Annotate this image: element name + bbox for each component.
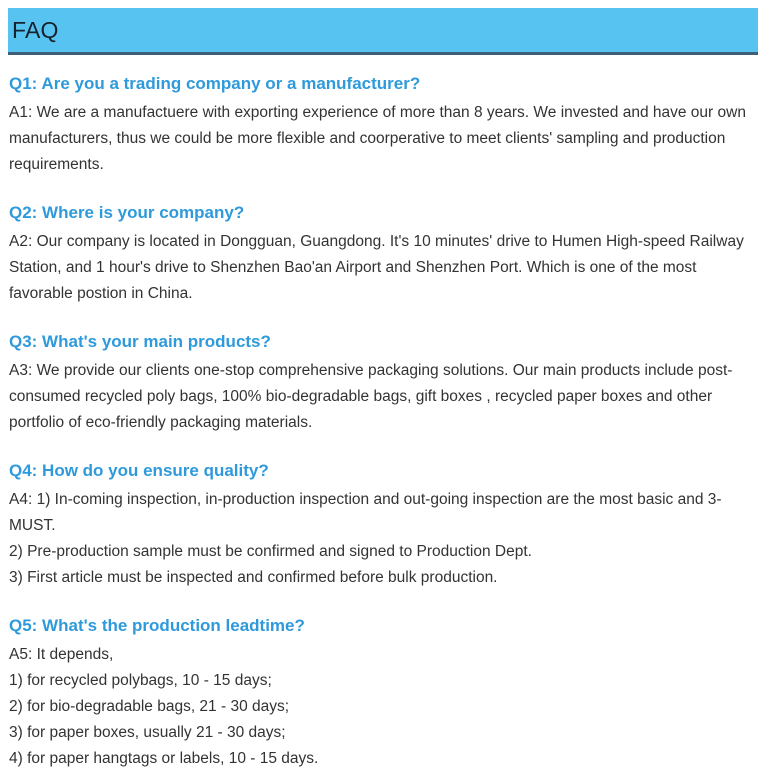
section-title: FAQ [12,17,59,43]
faq-item [8,461,758,591]
faq-answer-line: A5: It depends, [9,646,114,663]
faq-answer [9,487,758,591]
faq-question: Q1: Are you a trading company or a manufacturer? [9,74,421,93]
faq-answer-line: A3: We provide our clients one-stop comprehensive packaging solutions. Our main products include post-consumed recycled poly bags, 100% bio-degradable bags, gift boxes , recycled paper boxes and other portfolio of eco-friendly packaging materials. [9,362,733,431]
faq-answer-line: 3) First article must be inspected and confirmed before bulk production. [9,569,498,586]
faq-answer-line: A4: 1) In-coming inspection, in-production inspection and out-going inspection are the most basic and 3-MUST. [9,491,722,534]
faq-item [8,616,758,772]
section-header [8,8,758,55]
faq-answer-line: A1: We are a manufactuere with exporting experience of more than 8 years. We invested and have our own manufacturers, thus we could be more flexible and coorperative to meet clients' sampling and production requirements. [9,104,746,173]
faq-answer [9,229,758,307]
faq-question: Q3: What's your main products? [9,332,271,351]
faq-answer-line: 2) Pre-production sample must be confirmed and signed to Production Dept. [9,543,532,560]
faq-answer [9,358,758,436]
faq-question: Q2: Where is your company? [9,203,245,222]
faq-answer-line: 3) for paper boxes, usually 21 - 30 days; [9,724,286,741]
faq-question: Q5: What's the production leadtime? [9,616,305,635]
faq-answer [9,100,758,178]
faq-answer-line: 4) for paper hangtags or labels, 10 - 15 days. [9,750,319,767]
faq-item [8,203,758,307]
faq-question: Q4: How do you ensure quality? [9,461,269,480]
faq-item [8,74,758,178]
faq-answer [9,642,758,772]
faq-item [8,332,758,436]
faq-answer-line: 2) for bio-degradable bags, 21 - 30 days; [9,698,290,715]
faq-answer-line: A2: Our company is located in Dongguan, Guangdong. It's 10 minutes' drive to Humen High-speed Railway Station, and 1 hour's drive to Shenzhen Bao'an Airport and Shenzhen Port. Which is one of the most favorable postion in China. [9,233,744,302]
faq-answer-line: 1) for recycled polybags, 10 - 15 days; [9,672,272,689]
